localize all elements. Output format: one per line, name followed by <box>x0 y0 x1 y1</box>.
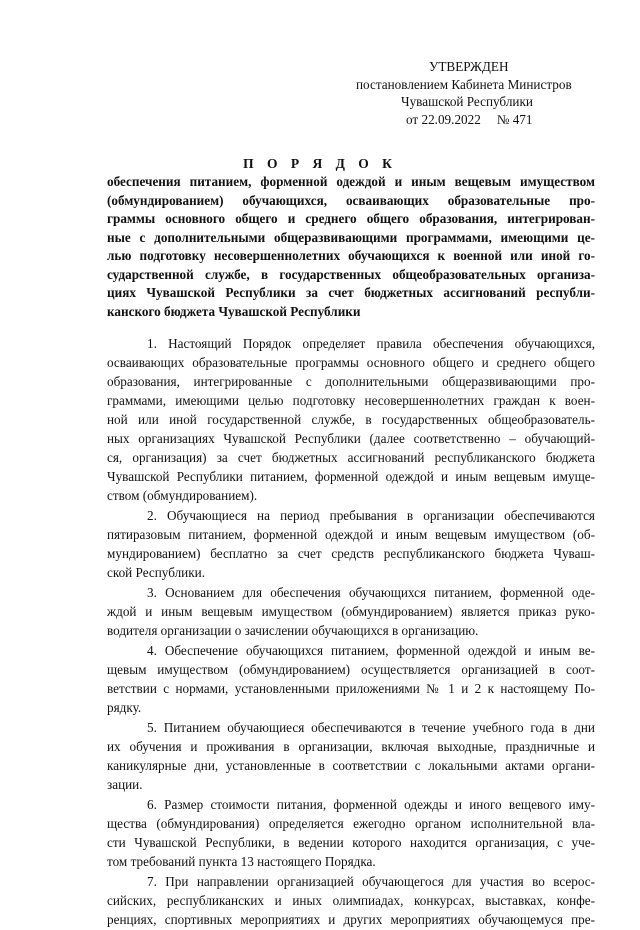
paragraph-line: ской Республики. <box>107 565 205 580</box>
paragraph-4 <box>107 641 595 717</box>
paragraph-line: 3. Основанием для обеспечения обучающихся питанием, форменной оде- <box>147 585 595 600</box>
subtitle-line: циях Чувашской Республики за счет бюджетных ассигнований республи- <box>107 285 595 300</box>
document-subtitle <box>107 173 595 321</box>
paragraph-line: ной или иной государственной службе, в государственных общеобразователь- <box>107 412 595 427</box>
paragraph-line: образования, интегрированные с дополнительными общеразвивающими про- <box>107 374 595 389</box>
approval-date: от 22.09.2022 <box>406 111 481 127</box>
paragraph-line: ветствии с нормами, установленными приложениями № 1 и 2 к настоящему По- <box>107 681 595 696</box>
subtitle-line: канского бюджета Чувашской Республики <box>107 303 361 319</box>
paragraph-1 <box>107 334 595 505</box>
paragraph-6 <box>107 795 595 871</box>
subtitle-line: ные с дополнительными общеразвивающими программами, имеющими це- <box>107 229 595 245</box>
paragraph-line: каникулярные дни, установленные в соответствии с локальными актами органи- <box>107 758 595 773</box>
paragraph-line: 2. Обучающиеся на период пребывания в организации обеспечиваются <box>147 508 595 523</box>
paragraph-line: зации. <box>107 777 143 792</box>
paragraph-5 <box>107 718 595 794</box>
document-title: П О Р Я Д О К <box>243 156 397 171</box>
document-body <box>107 334 595 930</box>
paragraph-line: рядку. <box>107 700 142 715</box>
paragraph-line: граммами, имеющими целью подготовку несовершеннолетних граждан к воен- <box>107 393 595 408</box>
paragraph-line: водителя организации о зачислении обучающихся в организацию. <box>107 623 479 638</box>
subtitle-line: обеспечения питанием, форменной одеждой и иным вещевым имуществом <box>107 174 595 189</box>
approval-date-number <box>356 111 626 129</box>
approval-title: УТВЕРЖДЕН <box>429 59 509 74</box>
paragraph-line: сийских, республиканских и иных олимпиадах, конкурсах, выставках, конфе- <box>107 893 595 908</box>
approval-stamp <box>356 58 626 128</box>
paragraph-line: ренциях, спортивных мероприятиях и других мероприятиях обучающемуся пре- <box>107 912 595 927</box>
paragraph-line: щества (обмундирования) определяется ежегодно органом исполнительной вла- <box>107 816 595 831</box>
paragraph-line: мундированием) бесплатно за счет средств республиканского бюджета Чуваш- <box>107 546 595 561</box>
subtitle-line: сударственной службе, в государственных общеобразовательных организа- <box>107 266 595 282</box>
paragraph-line: щевым имуществом (обмундированием) осуществляется организацией в соот- <box>107 662 595 677</box>
paragraph-line: 5. Питанием обучающиеся обеспечиваются в течение учебного года в дни <box>147 720 595 735</box>
approval-republic: Чувашской Республики <box>401 94 533 109</box>
paragraph-line: ся, организация) за счет бюджетных ассигнований республиканского бюджета <box>107 450 595 465</box>
subtitle-line: (обмундированием) обучающихся, осваивающих образовательные про- <box>107 192 595 208</box>
paragraph-7 <box>107 872 595 929</box>
paragraph-line: 1. Настоящий Порядок определяет правила обеспечения обучающихся, <box>147 336 595 351</box>
paragraph-3 <box>107 583 595 640</box>
paragraph-line: сти Чувашской Республики, в ведении которого находится организация, с уче- <box>107 835 595 850</box>
subtitle-line: граммы основного общего и среднего общего образования, интегрирован- <box>107 211 595 226</box>
paragraph-line: их обучения и проживания в организации, включая выходные, праздничные и <box>107 739 595 754</box>
paragraph-line: том требований пункта 13 настоящего Порядка. <box>107 854 376 869</box>
paragraph-line: 6. Размер стоимости питания, форменной одежды и иного вещевого иму- <box>147 797 595 812</box>
paragraph-line: ством (обмундированием). <box>107 488 258 503</box>
approval-number: № 471 <box>496 111 533 127</box>
paragraph-2 <box>107 506 595 582</box>
paragraph-line: Чувашской Республики питанием, форменной одеждой и иным вещевым имуще- <box>107 469 595 484</box>
paragraph-line: 7. При направлении организацией обучающегося для участия во всерос- <box>147 874 595 889</box>
paragraph-line: 4. Обеспечение обучающихся питанием, форменной одеждой и иным ве- <box>147 643 595 658</box>
paragraph-line: осваивающих образовательные программы основного общего и среднего общего <box>107 355 595 370</box>
paragraph-line: ных организациях Чувашской Республики (далее соответственно – обучающий- <box>107 431 595 446</box>
subtitle-line: лью подготовку несовершеннолетних обучающихся к военной или иной го- <box>107 248 595 263</box>
paragraph-line: ждой и иным вещевым имуществом (обмундированием) является приказ руко- <box>107 604 595 619</box>
paragraph-line: пятиразовым питанием, форменной одеждой и иным вещевым имуществом (об- <box>107 527 595 542</box>
approval-authority: постановлением Кабинета Министров <box>356 76 572 92</box>
